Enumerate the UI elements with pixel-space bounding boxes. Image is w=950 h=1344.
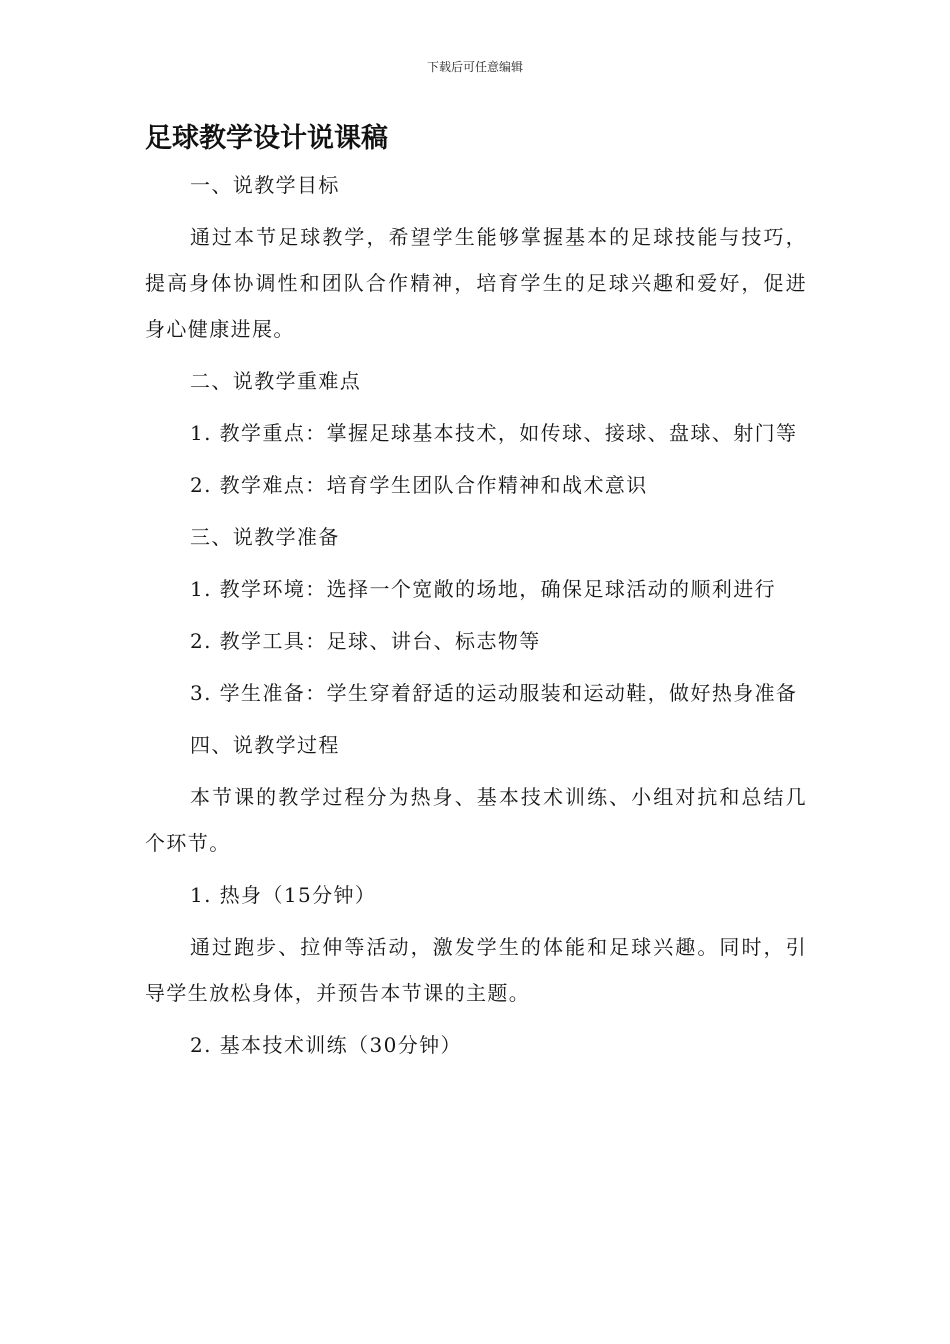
- document-title: 足球教学设计说课稿: [145, 123, 388, 154]
- item-technique: 2. 基本技术训练（30分钟）: [190, 1033, 462, 1057]
- item-environment: 1. 教学环境：选择一个宽敞的场地，确保足球活动的顺利进行: [190, 577, 777, 601]
- item-difficulty: 2. 教学难点：培育学生团队合作精神和战术意识: [190, 473, 648, 497]
- heading-preparation: 三、说教学准备: [190, 525, 340, 549]
- item-key-point: 1. 教学重点：掌握足球基本技术，如传球、接球、盘球、射门等: [190, 421, 798, 445]
- item-student-prep: 3. 学生准备：学生穿着舒适的运动服装和运动鞋，做好热身准备: [190, 681, 798, 705]
- item-warmup: 1. 热身（15分钟）: [190, 883, 377, 907]
- paragraph-warmup: 通过跑步、拉伸等活动，激发学生的体能和足球兴趣。同时，引导学生放松身体，并预告本节课的主题。: [145, 935, 807, 1005]
- paragraph-goals: 通过本节足球教学，希望学生能够掌握基本的足球技能与技巧，提高身体协调性和团队合作精神，培育学生的足球兴趣和爱好，促进身心健康进展。: [145, 225, 807, 341]
- document-body: [145, 162, 807, 1074]
- heading-process: 四、说教学过程: [190, 733, 340, 757]
- heading-key-points: 二、说教学重难点: [190, 369, 362, 393]
- heading-goals: 一、说教学目标: [190, 173, 340, 197]
- page-header: 下载后可任意编辑: [426, 60, 523, 74]
- paragraph-process: 本节课的教学过程分为热身、基本技术训练、小组对抗和总结几个环节。: [145, 785, 807, 855]
- item-tools: 2. 教学工具：足球、讲台、标志物等: [190, 629, 541, 653]
